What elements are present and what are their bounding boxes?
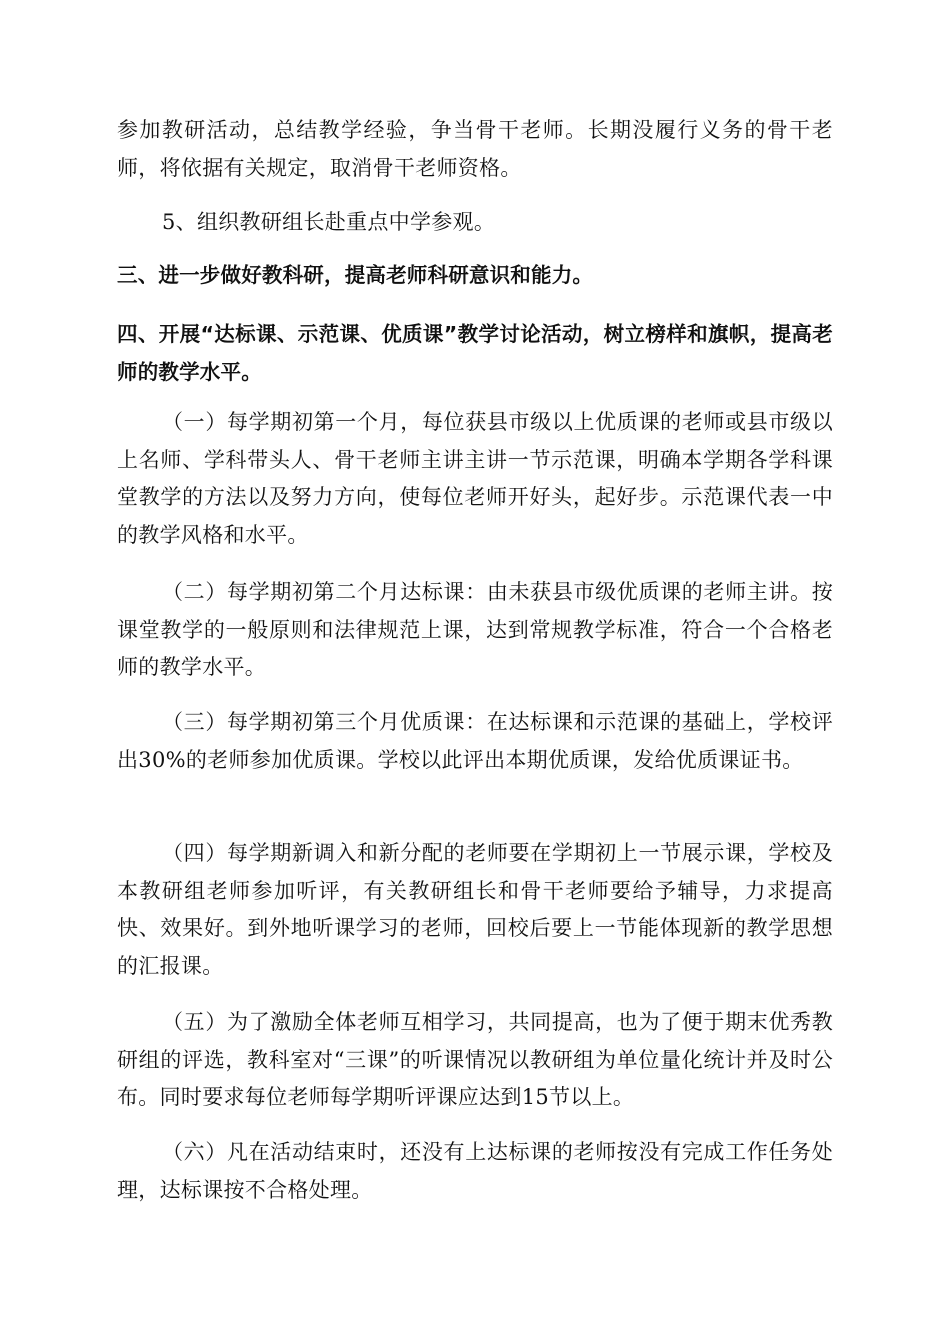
section-heading-4: 四、开展“达标课、示范课、优质课”教学讨论活动，树立榜样和旗帜，提高老师的教学水平。 [117,322,833,384]
paragraph-item-5: 5、组织教研组长赴重点中学参观。 [162,210,496,234]
paragraph-sub-4: （四）每学期新调入和新分配的老师要在学期初上一节展示课，学校及本教研组老师参加听评，有关教研组长和骨干老师要给予辅导，力求提高快、效果好。到外地听课学习的老师，回校后要上一节能体现新的教学思想的汇报课。 [117,841,833,978]
paragraph-sub-2: （二）每学期初第二个月达标课：由未获县市级优质课的老师主讲。按课堂教学的一般原则和法律规范上课，达到常规教学标准，符合一个合格老师的教学水平。 [117,580,833,679]
paragraph-sub-5: （五）为了激励全体老师互相学习，共同提高，也为了便于期末优秀教研组的评选，教科室对“三课”的听课情况以教研组为单位量化统计并及时公布。同时要求每位老师每学期听评课应达到15节以上。 [117,1010,833,1109]
paragraph-sub-3: （三）每学期初第三个月优质课：在达标课和示范课的基础上，学校评出30%的老师参加优质课。学校以此评出本期优质课，发给优质课证书。 [117,710,833,772]
paragraph-sub-6: （六）凡在活动结束时，还没有上达标课的老师按没有完成工作任务处理，达标课按不合格处理。 [117,1140,833,1202]
section-heading-3: 三、进一步做好教科研，提高老师科研意识和能力。 [117,263,594,287]
paragraph-sub-1: （一）每学期初第一个月，每位获县市级以上优质课的老师或县市级以上名师、学科带头人、骨干老师主讲主讲一节示范课，明确本学期各学科课堂教学的方法以及努力方向，使每位老师开好头，起好步。示范课代表一中的教学风格和水平。 [117,410,833,547]
paragraph-backbone-teacher-duties: 参加教研活动，总结教学经验，争当骨干老师。长期没履行义务的骨干老师，将依据有关规定，取消骨干老师资格。 [117,118,833,180]
